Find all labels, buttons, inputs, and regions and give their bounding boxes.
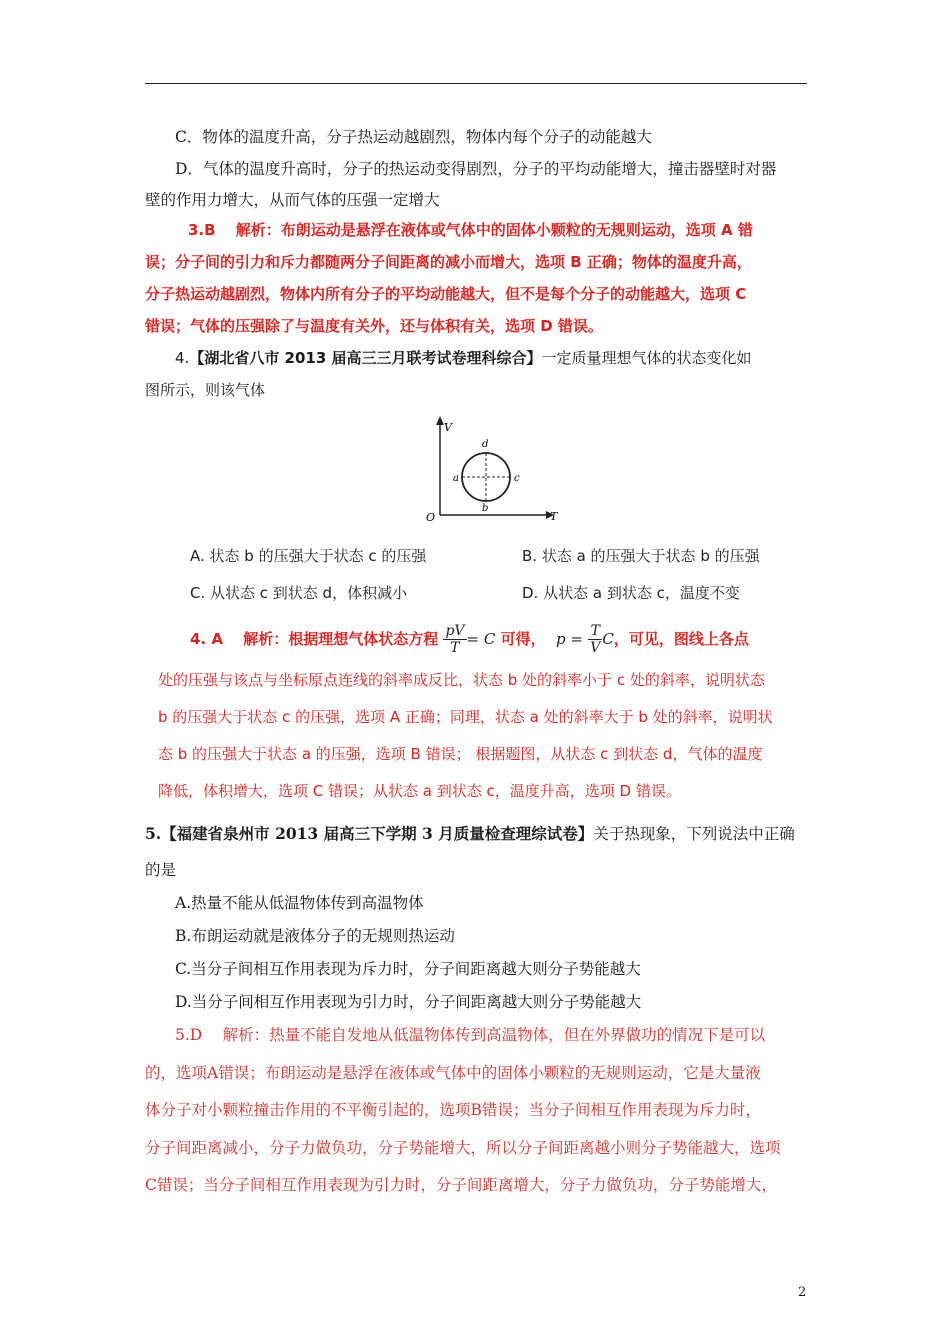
- eq1-denominator: T: [450, 640, 460, 656]
- q4-option-b: B. 状态 a 的压强大于状态 b 的压强: [522, 547, 760, 565]
- a3-line1: 3.B 解析：布朗运动是悬浮在液体或气体中的固体小颗粒的无规则运动，选项 A 错: [188, 221, 753, 239]
- q5-stem: 关于热现象，下列说法中正确: [593, 825, 795, 843]
- q5-option-c: C.当分子间相互作用表现为斥力时，分子间距离越大则分子势能越大: [175, 960, 641, 978]
- a5-line2: 的，选项A错误；布朗运动是悬浮在液体或气体中的固体小颗粒的无规则运动，它是大量液: [145, 1064, 761, 1082]
- q5-option-d: D.当分子间相互作用表现为引力时，分子间距离越大则分子势能越大: [175, 993, 642, 1011]
- a5-line4: 分子间距离减小，分子力做负功，分子势能增大，所以分子间距离越小则分子势能越大，选项: [145, 1139, 781, 1157]
- q5-stem-line1: [145, 824, 795, 844]
- q4-option-a: A. 状态 b 的压强大于状态 c 的压强: [190, 547, 427, 565]
- q4-stem: 一定质量理想气体的状态变化如: [541, 349, 752, 367]
- q4-number: 4.: [175, 349, 190, 367]
- v-axis-arrow: [436, 416, 444, 425]
- eq1-rhs: = C: [466, 630, 496, 648]
- q5-source: 5.【福建省泉州市 2013 届高三下学期 3 月质量检查理综试卷】: [145, 824, 594, 843]
- q5-stem-line2: 的是: [145, 861, 177, 879]
- origin-label: O: [426, 511, 436, 524]
- a4-line1: [190, 622, 749, 656]
- q3-option-d-line2: 壁的作用力增大，从而气体的压强一定增大: [145, 191, 440, 209]
- vt-diagram: [418, 415, 568, 530]
- eq2-numerator: T: [588, 623, 602, 640]
- label-a: a: [453, 473, 459, 484]
- a4-line5: 降低，体积增大，选项 C 错误；从状态 a 到状态 c，温度升高，选项 D 错误。: [158, 782, 681, 800]
- q3-option-c: C．物体的温度升高，分子热运动越剧烈，物体内每个分子的动能越大: [175, 128, 652, 146]
- a3-line4: 错误；气体的压强除了与温度有关外，还与体积有关，选项 D 错误。: [145, 317, 603, 335]
- eq2-denominator: V: [590, 640, 601, 656]
- eq1-numerator: pV: [445, 623, 465, 639]
- q4-stem-line1: [175, 348, 752, 368]
- a4-intro: 4. A 解析：根据理想气体状态方程: [190, 630, 439, 648]
- label-d: d: [482, 439, 489, 450]
- q3-option-d-line1: D．气体的温度升高时，分子的热运动变得剧烈，分子的平均动能增大，撞击器壁时对器: [175, 160, 777, 178]
- a4-line3: b 的压强大于状态 c 的压强，选项 A 正确；同理，状态 a 处的斜率大于 b 处的斜率，说明状: [158, 708, 773, 726]
- a4-line4: 态 b 的压强大于状态 a 的压强，选项 B 错误； 根据题图，从状态 c 到状态 d，气体的温度: [158, 745, 763, 763]
- eq2-lhs: p =: [556, 630, 583, 648]
- a3-line2: 误；分子间的引力和斥力都随两分子间距离的减小而增大，选项 B 正确；物体的温度升高，: [145, 253, 752, 271]
- q4-source: 【湖北省八市 2013 届高三三月联考试卷理科综合】: [189, 349, 542, 367]
- a3-line3: 分子热运动越剧烈，物体内所有分子的平均动能越大，但不是每个分子的动能越大，选项 C: [145, 285, 747, 303]
- a5-line3: 体分子对小颗粒撞击作用的不平衡引起的，选项B错误；当分子间相互作用表现为斥力时，: [145, 1101, 761, 1119]
- equation-t-over-v: [588, 623, 602, 656]
- a5-line5: C错误；当分子间相互作用表现为引力时，分子间距离增大，分子力做负功，分子势能增大，: [145, 1176, 777, 1194]
- q4-option-c: C. 从状态 c 到状态 d，体积减小: [190, 584, 408, 602]
- q5-option-a: A.热量不能从低温物体传到高温物体: [175, 894, 424, 912]
- v-label: V: [444, 421, 452, 434]
- a5-line1: 5.D 解析：热量不能自发地从低温物体传到高温物体，但在外界做功的情况下是可以: [175, 1026, 766, 1044]
- t-label: T: [550, 510, 558, 523]
- label-c: c: [514, 473, 520, 484]
- q4-option-d: D. 从状态 a 到状态 c，温度不变: [522, 584, 740, 602]
- q5-option-b: B.布朗运动就是液体分子的无规则热运动: [175, 927, 455, 945]
- q4-stem-line2: 图所示，则该气体: [145, 381, 266, 399]
- page-number: 2: [798, 1285, 807, 1300]
- a4-mid: 可得，: [495, 630, 546, 648]
- label-b: b: [482, 503, 489, 514]
- equation-pv-over-t: [443, 623, 466, 656]
- a4-line2: 处的压强与该点与坐标原点连线的斜率成反比，状态 b 处的斜率小于 c 处的斜率，说明状态: [158, 671, 765, 689]
- header-rule: [145, 83, 807, 84]
- a4-tail: ，可见，图线上各点: [613, 630, 749, 648]
- eq2-rhs: C: [602, 630, 614, 648]
